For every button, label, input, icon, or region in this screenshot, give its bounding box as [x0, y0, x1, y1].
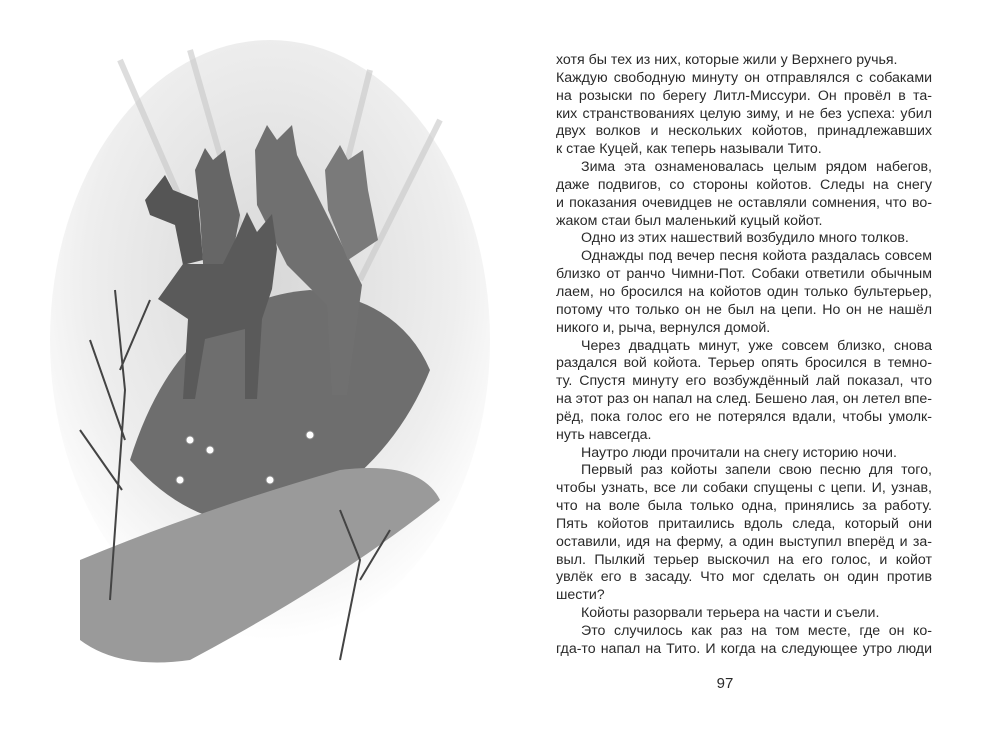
text-line: никого и, рыча, вернулся домой.: [556, 319, 771, 336]
text-line: Одно из этих нашествий возбудило много толков.: [581, 230, 909, 247]
text-line: Пять койотов притаились вдоль следа, который они: [556, 515, 932, 532]
text-line: гда-то напал на Тито. И когда на следующее утро люди: [556, 640, 932, 657]
text-line: раздался вой койота. Терьер опять бросился в темно-: [556, 355, 932, 372]
text-line: даже подвигов, со стороны койотов. Следы на снегу: [556, 176, 932, 193]
text-line: что на воле была только одна, принялись за работу.: [556, 498, 932, 515]
text-line: на этот раз он напал на след. Бешено лая, он летел впе-: [556, 391, 933, 408]
text-line: ких странствованиях целую зиму, и не без успеха: убил: [556, 105, 932, 122]
coyote-pack-illustration: [40, 40, 490, 690]
text-line: на розыски по берегу Литл-Миссури. Он провёл в та-: [556, 87, 932, 104]
text-line: потому что только он не был на цепи. Но он не нашёл: [556, 301, 932, 318]
text-line: увлёк его в засаду. Что мог сделать он один против: [556, 569, 932, 586]
text-line: шести?: [556, 587, 605, 604]
text-line: нуть навсегда.: [556, 426, 652, 443]
text-line: жаком стаи был маленький куцый койот.: [556, 212, 823, 229]
text-line: Однажды под вечер песня койота раздалась совсем: [581, 248, 932, 265]
text-line: двух волков и нескольких койотов, принадлежавших: [556, 123, 932, 140]
text-line: Каждую свободную минуту он отправлялся с собаками: [556, 69, 932, 86]
text-line: Койоты разорвали терьера на части и съели.: [581, 605, 880, 622]
text-line: к стае Куцей, как теперь называли Тито.: [556, 141, 822, 158]
text-line: лаем, но бросился на койотов один только бультерьер,: [556, 283, 932, 300]
text-line: и показания очевидцев не оставляли сомнения, что во-: [556, 194, 932, 211]
text-line: оставили, идя на ферму, а один выступил вперёд и за-: [556, 533, 932, 550]
text-line: ту. Спустя минуту его возбуждённый лай показал, что: [556, 373, 932, 390]
text-line: близко от ранчо Чимни-Пот. Собаки ответили обычным: [556, 266, 932, 283]
text-line: рёд, пока голос его не потерялся вдали, чтобы умолк-: [556, 408, 932, 425]
text-line: Наутро люди прочитали на снегу историю ночи.: [581, 444, 897, 461]
page-number: 97: [716, 675, 734, 692]
text-line: Через двадцать минут, уже совсем близко, снова: [581, 337, 932, 354]
text-line: выл. Пылкий терьер выскочил на его голос, и койот: [556, 551, 932, 568]
text-line: Это случилось как раз на том месте, где он ко-: [581, 623, 932, 639]
text-page: [556, 52, 932, 659]
text-line: хотя бы тех из них, которые жили у Верхнего ручья.: [556, 52, 898, 68]
text-line: чтобы узнать, все ли собаки спущены с цепи. И, узнав,: [556, 480, 932, 497]
text-line: Первый раз койоты запели свою песню для того,: [581, 462, 932, 479]
text-line: Зима эта ознаменовалась целым рядом набегов,: [581, 159, 932, 176]
